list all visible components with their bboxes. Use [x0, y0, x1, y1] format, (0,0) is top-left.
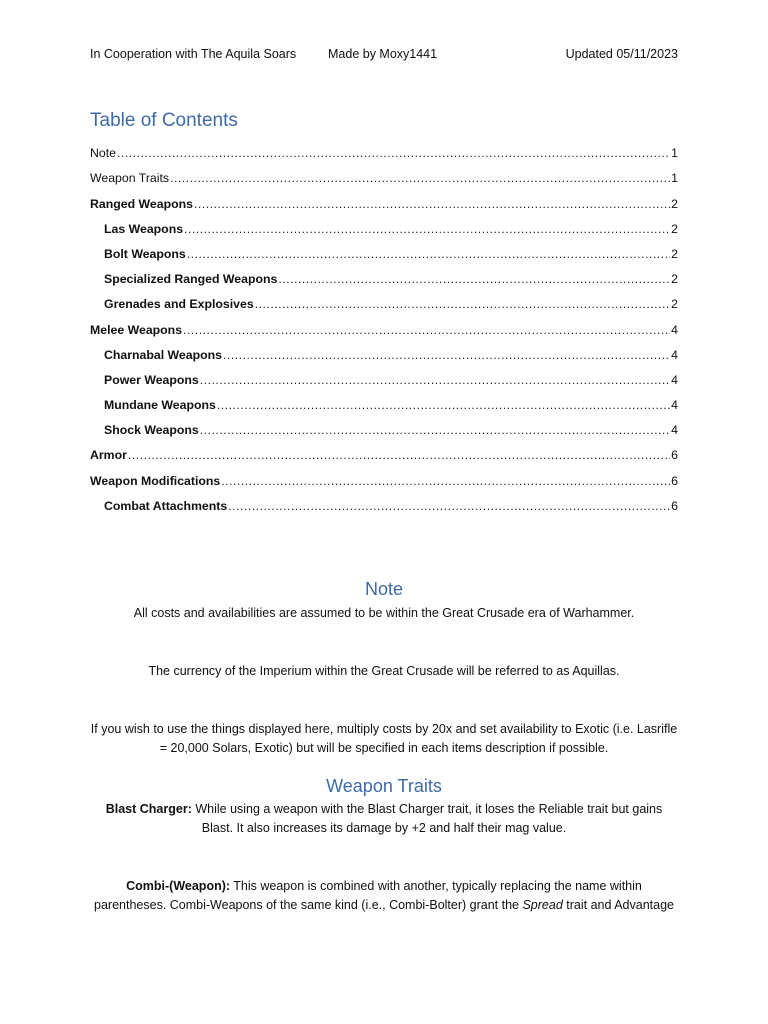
trait-blast-charger-term: Blast Charger: — [105, 802, 192, 816]
note-paragraph-costs: All costs and availabilities are assumed to be within the Great Crusade era of Warhammer. — [133, 606, 635, 620]
toc-entry-weapon-modifications[interactable]: Weapon Modifications ..... 6 — [90, 462, 678, 487]
toc-entry-armor[interactable]: Armor ..... 6 — [90, 437, 678, 462]
toc-entry-charnabal-weapons[interactable]: Charnabal Weapons ..... 4 — [90, 337, 678, 362]
note-paragraph-currency: The currency of the Imperium within the Great Crusade will be referred to as Aquillas. — [148, 664, 620, 678]
toc-entry-weapon-traits[interactable]: Weapon Traits ..... 1 — [90, 160, 678, 185]
note-heading: Note — [364, 579, 404, 599]
note-paragraph-multiplier: If you wish to use the things displayed here, multiply costs by 20x and set availability to Exotic (i.e. Lasrifle = 20,000 Solars, Exotic) but will be specified in each items description if possible. — [90, 722, 678, 755]
trait-combi-text-end: trait and Advantage — [562, 897, 674, 912]
toc-entry-melee-weapons[interactable]: Melee Weapons ..... 4 — [90, 311, 678, 336]
page-header — [90, 47, 678, 65]
toc-entry-grenades-and-explosives[interactable]: Grenades and Explosives ..... 2 — [90, 286, 678, 311]
trait-combi-term: Combi-(Weapon): — [126, 879, 231, 893]
weapon-traits-heading: Weapon Traits — [326, 776, 442, 796]
toc-entry-note[interactable]: Note ..... 1 — [90, 135, 678, 160]
table-of-contents — [90, 135, 678, 513]
toc-entry-specialized-ranged-weapons[interactable]: Specialized Ranged Weapons ..... 2 — [90, 261, 678, 286]
toc-entry-ranged-weapons[interactable]: Ranged Weapons ..... 2 — [90, 185, 678, 210]
header-cooperation: In Cooperation with The Aquila Soars — [90, 47, 297, 61]
trait-combi-weapon — [90, 877, 678, 914]
header-updated-date: Updated 05/11/2023 — [565, 47, 678, 61]
toc-entry-mundane-weapons[interactable]: Mundane Weapons ..... 4 — [90, 387, 678, 412]
trait-blast-charger — [90, 800, 678, 837]
toc-entry-combat-attachments[interactable]: Combat Attachments ..... 6 — [90, 488, 678, 513]
toc-entry-las-weapons[interactable]: Las Weapons ..... 2 — [90, 211, 678, 236]
trait-blast-charger-text: While using a weapon with the Blast Charger trait, it loses the Reliable trait but gains Blast. It also increases its damage by +2 and half their mag value. — [191, 802, 663, 835]
toc-entry-bolt-weapons[interactable]: Bolt Weapons ..... 2 — [90, 236, 678, 261]
trait-combi-spread: Spread — [522, 897, 563, 912]
toc-title: Table of Contents — [90, 110, 238, 131]
trait-combi-text: This weapon is combined with another, typically replacing the name within parentheses. Combi-Weapons of the same kind (i.e., Combi-Bolter) grant the — [94, 879, 642, 912]
toc-entry-power-weapons[interactable]: Power Weapons ..... 4 — [90, 362, 678, 387]
header-author: Made by Moxy1441 — [328, 47, 438, 61]
toc-entry-shock-weapons[interactable]: Shock Weapons ..... 4 — [90, 412, 678, 437]
